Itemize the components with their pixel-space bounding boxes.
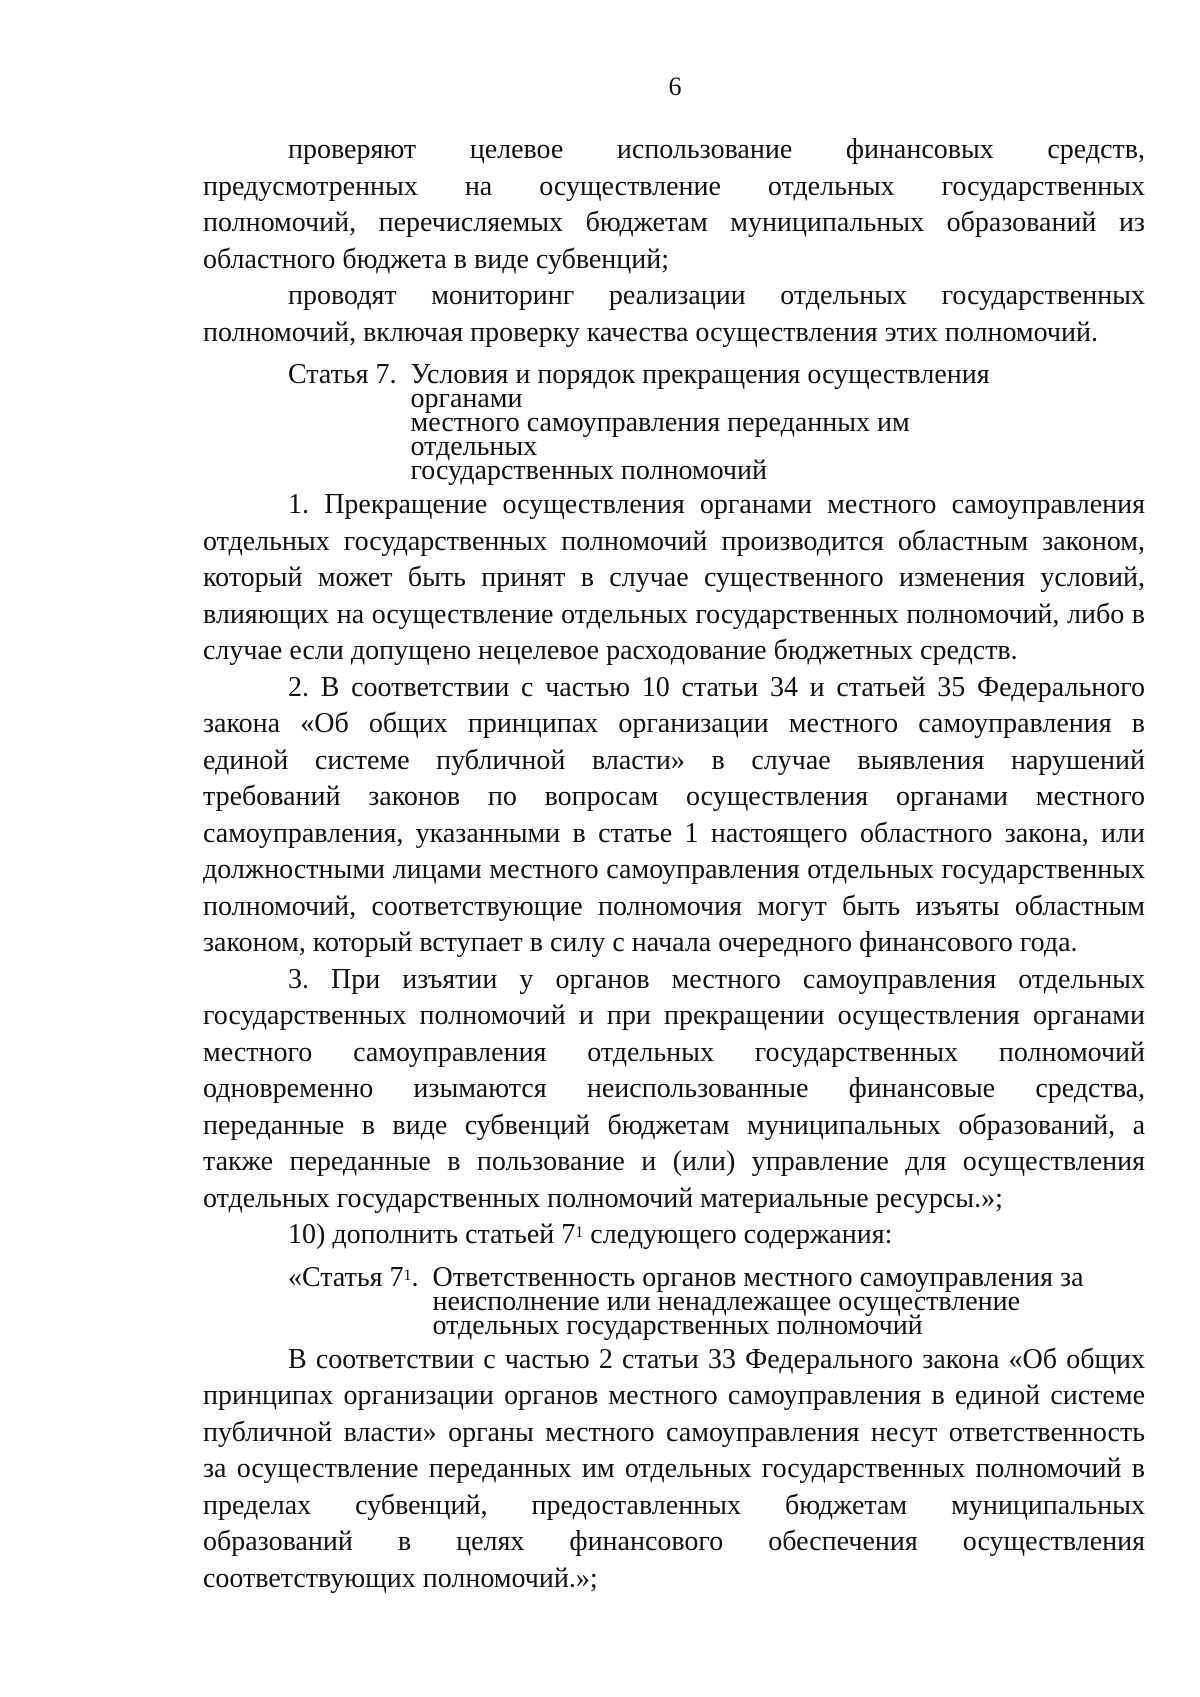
- paragraph-check-target-use: проверяют целевое использование финансовых средств, предусмотренных на осуществление отдельных государственных полномочий, перечисляемых бюджетам муниципальных образований из областного бюджета в виде субвенций;: [203, 134, 1145, 275]
- article-7-title-line: государственных полномочий: [410, 455, 767, 486]
- article-7-1-title: [432, 1261, 1084, 1341]
- article-7-1-label-superscript: 1: [403, 1266, 412, 1284]
- amendment-10-text-end: следующего содержания:: [583, 1219, 893, 1250]
- article-7-title-line: Условия и порядок прекращения осуществления органами: [410, 359, 990, 414]
- paragraph-item-3: 3. При изъятии у органов местного самоуправления отдельных государственных полномочий и при прекращении осуществления органами местного самоуправления отдельных государственных полномочий одновременно изымаются неиспользованные финансовые средства, переданные в виде субвенций бюджетам муниципальных образований, а также переданные в пользование и (или) управление для осуществления отдельных государственных полномочий материальные ресурсы.»;: [203, 963, 1145, 1214]
- article-7-1-title-line: отдельных государственных полномочий: [432, 1309, 923, 1341]
- article-7-1-label-text: «Статья 7: [288, 1261, 404, 1293]
- article-7-title: [410, 359, 1018, 486]
- page-number: 6: [668, 72, 682, 101]
- paragraph-monitoring: проводят мониторинг реализации отдельных государственных полномочий, включая проверку качества осуществления этих полномочий.: [203, 280, 1145, 348]
- article-7-1-label: [288, 1261, 419, 1293]
- article-7-title-line: местного самоуправления переданных им отдельных: [410, 407, 910, 462]
- article-7-label: Статья 7.: [288, 359, 397, 390]
- amendment-10-text-start: 10) дополнить статьей 7: [288, 1219, 576, 1250]
- article-7-1-heading: [203, 1261, 1145, 1341]
- paragraph-item-1: 1. Прекращение осуществления органами местного самоуправления отдельных государственных полномочий производится областным законом, который может быть принят в случае существенного изменения условий, влияющих на осуществление отдельных государственных полномочий, либо в случае если допущено нецелевое расходование бюджетных средств.: [203, 489, 1145, 666]
- amendment-10-superscript: 1: [575, 1224, 584, 1241]
- article-7-1-label-dot: .: [411, 1261, 419, 1293]
- article-7-1-title-line: неисполнение или ненадлежащее осуществление: [432, 1285, 1021, 1317]
- paragraph-amendment-10: [203, 1217, 1145, 1254]
- document-body: [203, 132, 1145, 1597]
- article-7-1-title-line: Ответственность органов местного самоуправления за: [432, 1261, 1084, 1293]
- article-7-heading: [203, 359, 1018, 486]
- paragraph-item-2: 2. В соответствии с частью 10 статьи 34 и статьей 35 Федерального закона «Об общих принципах организации местного самоуправления в единой системе публичной власти» в случае выявления нарушений требований законов по вопросам осуществления органами местного самоуправления, указанными в статье 1 настоящего областного закона, или должностными лицами местного самоуправления отдельных государственных полномочий, соответствующие полномочия могут быть изъяты областным законом, который вступает в силу с начала очередного финансового года.: [203, 671, 1145, 958]
- paragraph-responsibility: В соответствии с частью 2 статьи 33 Федерального закона «Об общих принципах организации органов местного самоуправления в единой системе публичной власти» органы местного самоуправления несут ответственность за осуществление переданных им отдельных государственных полномочий в пределах субвенций, предоставленных бюджетам муниципальных образований в целях финансового обеспечения осуществления соответствующих полномочий.»;: [203, 1343, 1145, 1594]
